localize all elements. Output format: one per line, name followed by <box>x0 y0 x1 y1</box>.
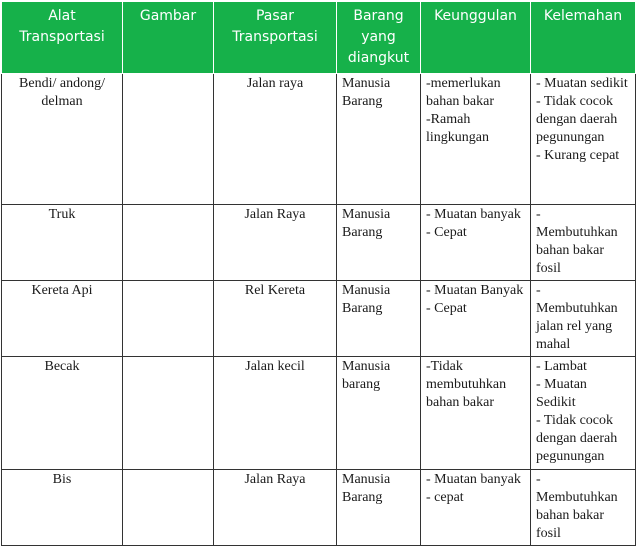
cell-alat: Kereta Api <box>2 281 123 357</box>
table-row <box>2 281 636 357</box>
header-barang-diangkut: Barang yang diangkut <box>337 2 421 74</box>
cell-barang: Manusia Barang <box>337 470 421 546</box>
cell-barang: Manusia barang <box>337 357 421 470</box>
cell-gambar <box>123 205 214 281</box>
cell-gambar <box>123 281 214 357</box>
cell-gambar <box>123 74 214 205</box>
cell-keunggulan: - Muatan banyak - cepat <box>421 470 531 546</box>
table-row <box>2 74 636 205</box>
cell-keunggulan: -memerlukan bahan bakar -Ramah lingkungan <box>421 74 531 205</box>
cell-pasar: Jalan raya <box>214 74 337 205</box>
cell-barang: Manusia Barang <box>337 205 421 281</box>
header-pasar-transportasi: Pasar Transportasi <box>214 2 337 74</box>
header-gambar: Gambar <box>123 2 214 74</box>
transport-table <box>1 1 636 546</box>
header-keunggulan: Keunggulan <box>421 2 531 74</box>
cell-keunggulan: -Tidak membutuhkan bahan bakar <box>421 357 531 470</box>
cell-alat: Bis <box>2 470 123 546</box>
cell-pasar: Jalan kecil <box>214 357 337 470</box>
cell-barang: Manusia Barang <box>337 74 421 205</box>
cell-barang: Manusia Barang <box>337 281 421 357</box>
cell-pasar: Jalan Raya <box>214 470 337 546</box>
table-row <box>2 357 636 470</box>
table-row <box>2 470 636 546</box>
cell-kelemahan: - Lambat - Muatan Sedikit - Tidak cocok dengan daerah pegunungan <box>531 357 636 470</box>
cell-pasar: Jalan Raya <box>214 205 337 281</box>
cell-keunggulan: - Muatan banyak - Cepat <box>421 205 531 281</box>
header-kelemahan: Kelemahan <box>531 2 636 74</box>
cell-pasar: Rel Kereta <box>214 281 337 357</box>
cell-alat: Truk <box>2 205 123 281</box>
cell-kelemahan: - Muatan sedikit - Tidak cocok dengan daerah pegunungan - Kurang cepat <box>531 74 636 205</box>
cell-kelemahan: - Membutuhkan bahan bakar fosil <box>531 470 636 546</box>
cell-kelemahan: - Membutuhkan jalan rel yang mahal <box>531 281 636 357</box>
cell-gambar <box>123 470 214 546</box>
cell-keunggulan: - Muatan Banyak - Cepat <box>421 281 531 357</box>
cell-alat: Bendi/ andong/ delman <box>2 74 123 205</box>
cell-gambar <box>123 357 214 470</box>
cell-kelemahan: - Membutuhkan bahan bakar fosil <box>531 205 636 281</box>
cell-alat: Becak <box>2 357 123 470</box>
table-row <box>2 205 636 281</box>
header-row <box>2 2 636 74</box>
header-alat-transportasi: Alat Transportasi <box>2 2 123 74</box>
